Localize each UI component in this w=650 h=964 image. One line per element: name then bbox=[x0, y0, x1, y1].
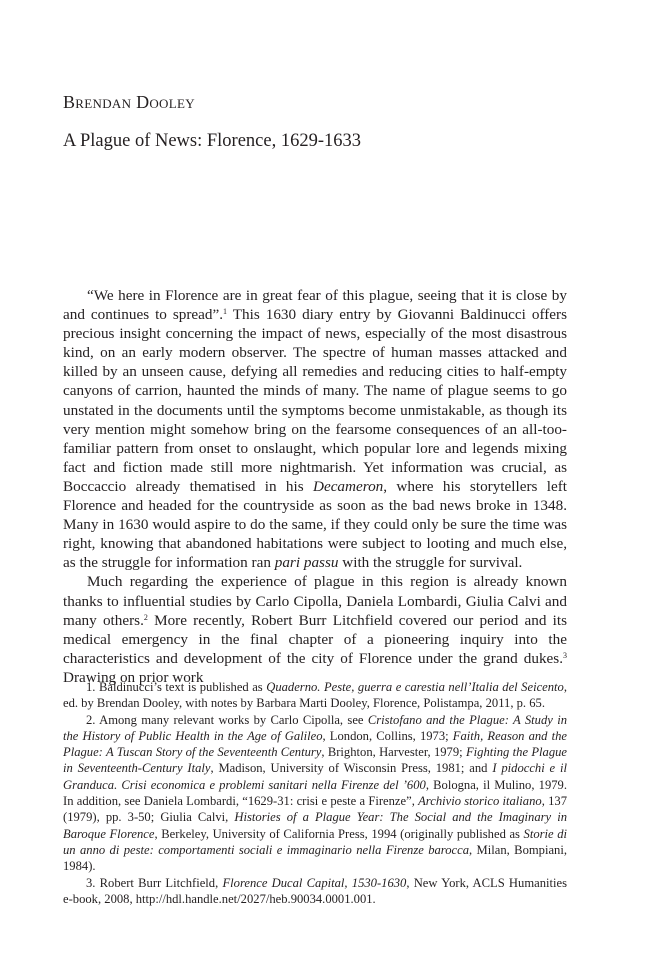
italic-work-title: I pidocchi e il Granduca. Crisi economica e problemi sanitari nella Firenze del ’600 bbox=[63, 761, 567, 792]
text-run: , Bologna, il Mulino, 1979. In addition, see Daniela Lombardi, “1629-31: crisi e peste a Firenze”, bbox=[63, 777, 567, 809]
text-run: , ed. by Brendan Dooley, with notes by Barbara Marti Dooley, Florence, Polistampa, 2011, p. 65. bbox=[63, 680, 568, 711]
text-run: , New York, ACLS Humanities e-book, 2008, http://hdl.handle.net/2027/heb.90034.0001.001. bbox=[63, 875, 567, 906]
text-run: Drawing on prior work bbox=[63, 668, 204, 686]
text-run: 1. Baldinucci’s text is published as bbox=[86, 680, 267, 694]
footnote-ref-1[interactable]: 1 bbox=[223, 307, 228, 317]
text-run: , Milan, Bompiani, 1984). bbox=[63, 842, 567, 874]
footnote-1 bbox=[63, 679, 567, 712]
body-paragraph-1 bbox=[63, 286, 567, 572]
text-run: , Madison, University of Wisconsin Press, 1981; and bbox=[210, 761, 493, 776]
italic-work-title: Archivio storico italiano bbox=[418, 794, 542, 809]
text-run: This 1630 diary entry by Giovanni Baldinucci offers precious insight concerning the impact of news, especially of the most disastrous kind, on an early modern observer. The spectre of human masses attacked and killed by an unseen cause, defying all remedies and reducing cities to half-empty canyons of carrion, haunted the minds of many. The name of plague seems to go unstated in the documents until the symptoms become unmistakable, as though its very mention might somehow bring on the fearsome consequences of an all-too-familiar pattern from onset to onslaught, which popular lore and legends mixing fact and fiction made still more nightmarish. Yet information was crucial, as Boccaccio already thematised in his bbox=[63, 306, 567, 495]
body-text bbox=[63, 286, 567, 687]
footnote-3 bbox=[63, 875, 567, 908]
text-run: , Brighton, Harvester, 1979; bbox=[321, 745, 466, 760]
author-name: Brendan Dooley bbox=[63, 92, 195, 112]
italic-work-title: Fighting the Plague in Seventeenth-Century Italy bbox=[63, 745, 568, 776]
italic-work-title: Cristofano and the Plague: A Study in the History of Public Health in the Age of Galileo bbox=[63, 712, 567, 743]
italic-work-title: Decameron bbox=[312, 477, 384, 495]
text-run: 2. Among many relevant works by Carlo Cipolla, see bbox=[86, 712, 368, 727]
italic-work-title: Florence Ducal Capital, 1530-1630 bbox=[222, 875, 407, 890]
italic-work-title: Faith, Reason and the Plague: A Tuscan Story of the Seventeenth Century bbox=[63, 728, 568, 760]
italic-phrase: pari passu bbox=[274, 554, 339, 572]
text-run: “We here in Florence are in great fear of this plague, seeing that it is close by and continues to spread”. bbox=[63, 287, 567, 324]
italic-work-title: Histories of a Plague Year: The Social and the Imaginary in Baroque Florence bbox=[63, 810, 568, 841]
footnote-2 bbox=[63, 712, 567, 875]
text-run: , 137 (1979), pp. 3-50; Giulia Calvi, bbox=[63, 794, 567, 825]
text-run: , where his storytellers left Florence and headed for the countryside as soon as the bad news broke in 1348. Many in 1630 would aspire to do the same, if they could only be sure the time was right, knowing that abandoned habitations were subject to looting and much else, as the struggle for information ran bbox=[63, 477, 567, 572]
footnote-ref-3[interactable]: 3 bbox=[563, 650, 567, 660]
chapter-title: A Plague of News: Florence, 1629-1633 bbox=[63, 131, 362, 151]
body-paragraph-2 bbox=[63, 572, 567, 687]
text-run: More recently, Robert Burr Litchfield covered our period and its medical emergency in the final chapter of a pioneering inquiry into the characteristics and development of the city of Florence under the grand dukes. bbox=[63, 611, 568, 667]
text-run: , London, Collins, 1973; bbox=[322, 728, 453, 743]
text-run: Much regarding the experience of plague in this region is already known thanks to influential studies by Carlo Cipolla, Daniela Lombardi, Giulia Calvi and many others. bbox=[63, 573, 567, 629]
text-run: with the struggle for survival. bbox=[338, 554, 523, 572]
italic-work-title: Quaderno. Peste, guerra e carestia nell’Italia del Seicento bbox=[266, 680, 564, 694]
text-run: , Berkeley, University of California Press, 1994 (originally published as bbox=[154, 826, 524, 841]
text-run: 3. Robert Burr Litchfield, bbox=[86, 875, 223, 890]
footnotes bbox=[63, 679, 567, 907]
italic-work-title: Storie di un anno di peste: comportamenti sociali e immaginario nella Firenze barocca bbox=[63, 826, 567, 857]
footnote-ref-2[interactable]: 2 bbox=[143, 612, 148, 622]
